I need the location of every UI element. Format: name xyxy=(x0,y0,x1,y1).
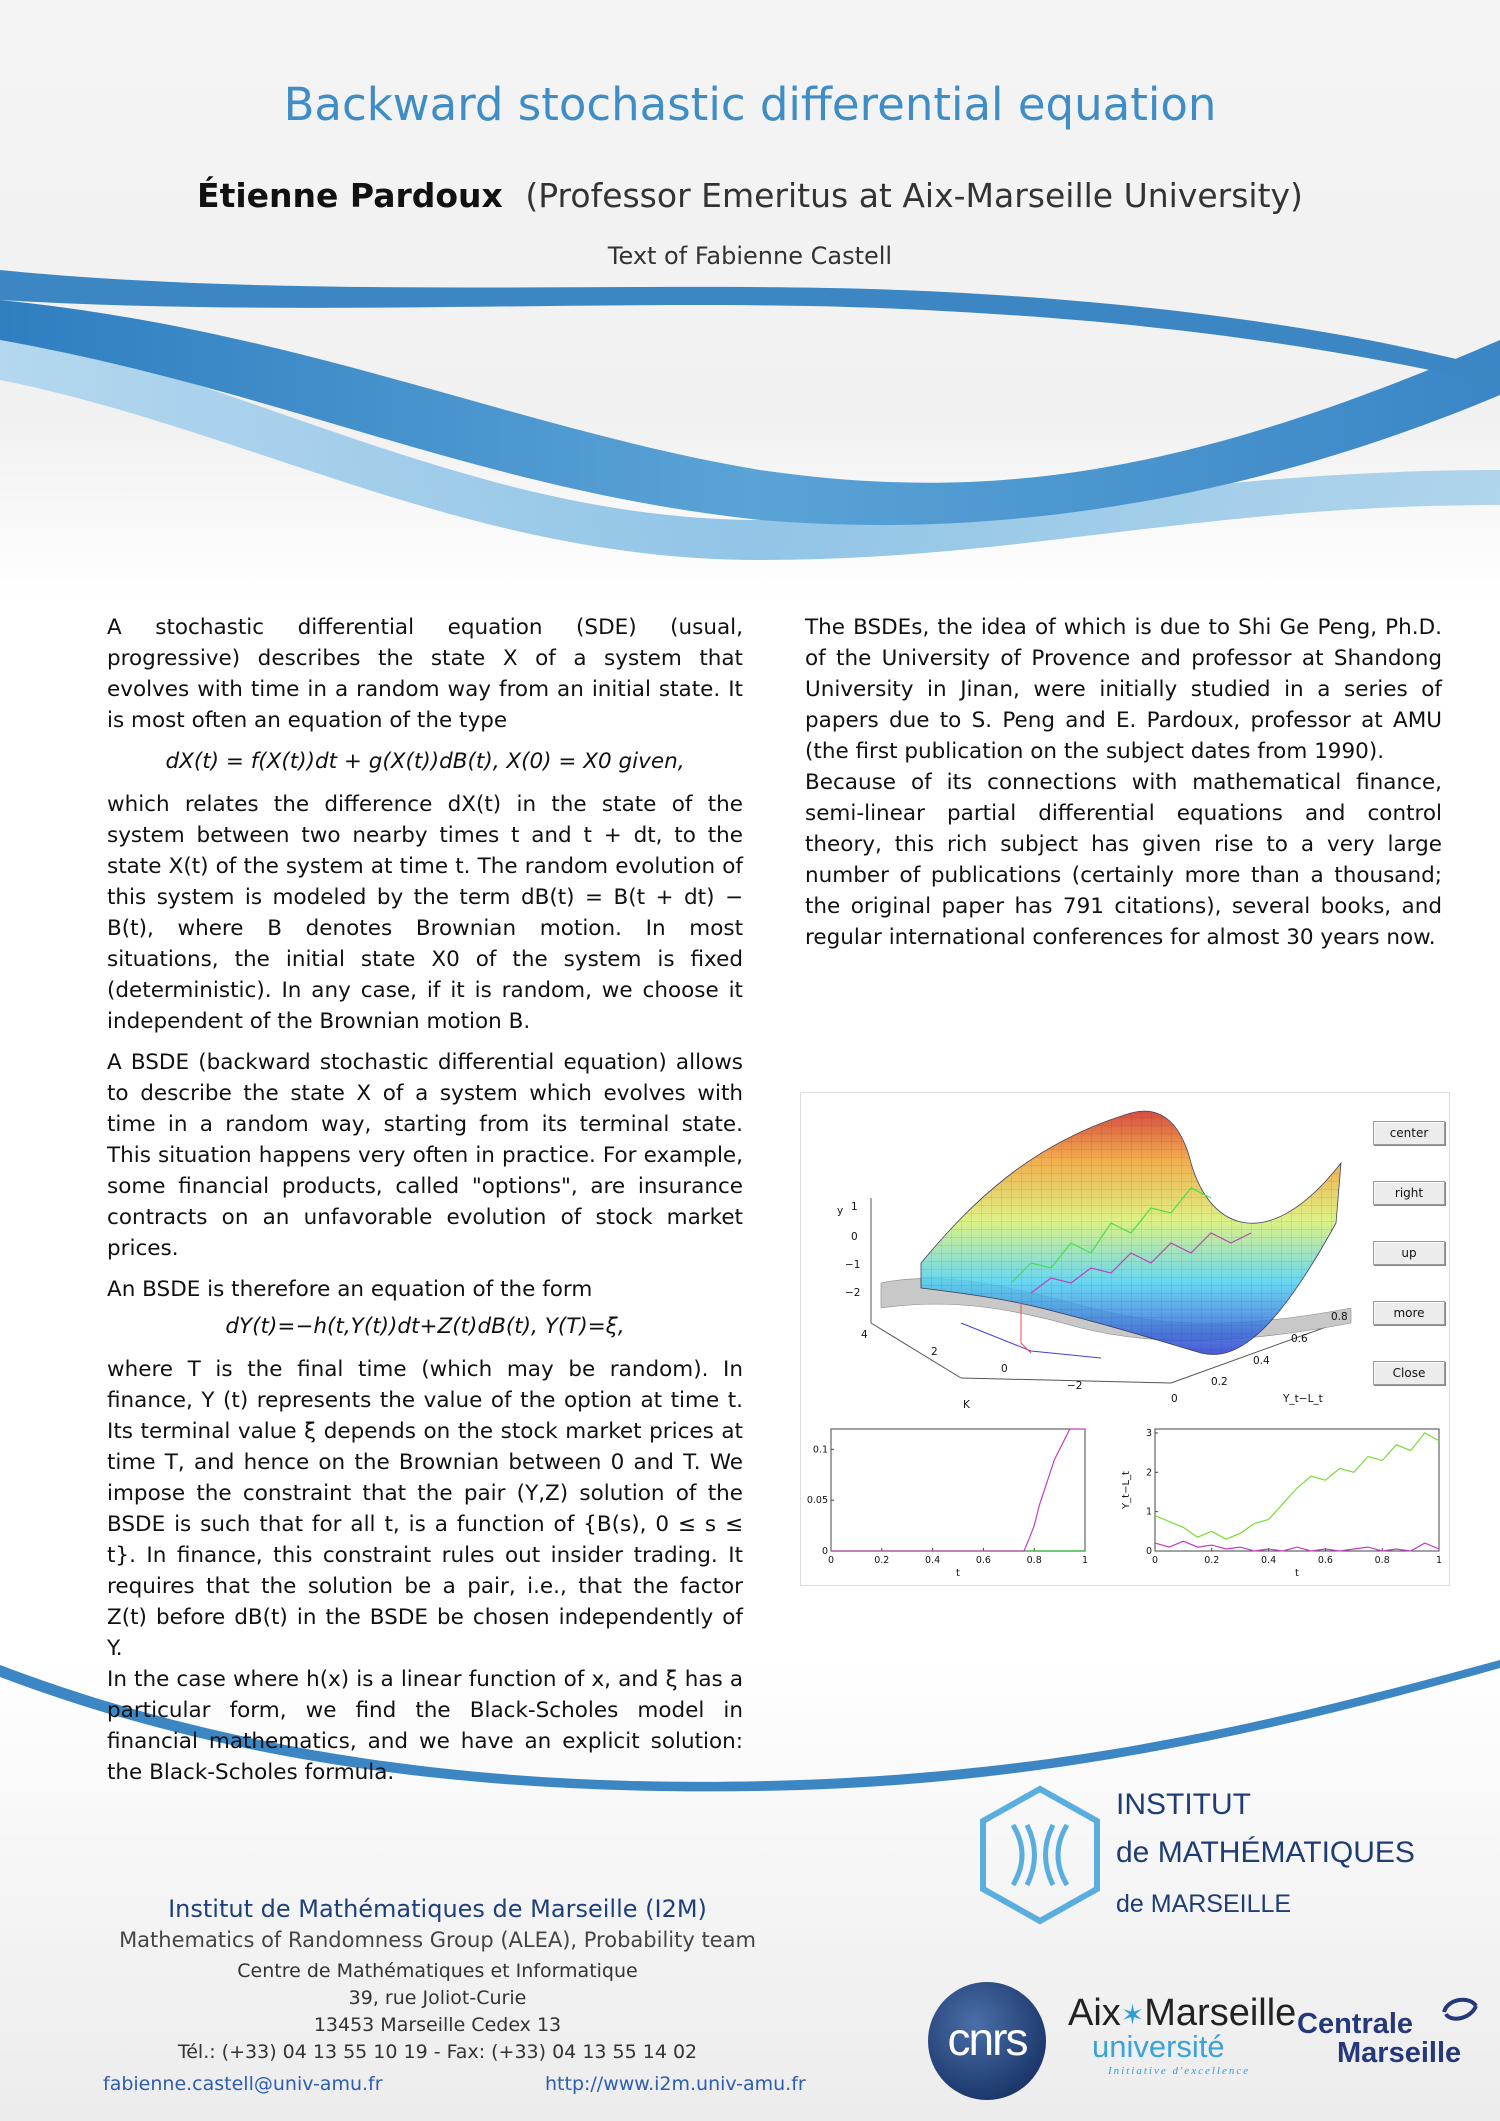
x-tick-label: 1 xyxy=(1081,1555,1089,1566)
y-tick-label: 0 xyxy=(851,1231,858,1243)
paragraph: Because of its connections with mathematical finance, semi-linear partial differential equations and control theory, this rich subject has given rise to a very large number of publications (certainly more than a thousand; the original paper has 791 citations), several books, and regular international conferences for almost 30 years now. xyxy=(805,770,1442,950)
paragraph: A BSDE (backward stochastic differential equation) allows to describe the state X of a system which evolves with time in a random way, starting from its terminal state. This situation happens very often in practice. For example, some financial products, called "options", are insurance contracts on an unfavorable evolution of stock market prices. xyxy=(107,1050,743,1261)
x-tick-label: 0.4 xyxy=(1261,1555,1277,1566)
y-tick-label: 0 xyxy=(1145,1546,1152,1557)
paragraph: The BSDEs, the idea of which is due to Shi Ge Peng, Ph.D. of the University of Provence and professor at Shandong University in Jinan, were initially studied in a series of papers due to S. Peng and E. Pardoux, professor at AMU (the first publication on the subject dates from 1990). xyxy=(805,615,1442,764)
footer-phone: Tél.: (+33) 04 13 55 10 19 - Fax: (+33) 04 13 55 14 02 xyxy=(177,2041,698,2063)
right-button[interactable]: right xyxy=(1373,1181,1445,1205)
up-button[interactable]: up xyxy=(1373,1241,1445,1265)
amu-title-right: Marseille xyxy=(1144,1992,1297,2034)
close-button[interactable]: Close xyxy=(1373,1361,1445,1385)
x-tick-label: 0.6 xyxy=(975,1555,991,1566)
amu-tagline: Initiative d'excellence xyxy=(1108,2065,1251,2077)
paragraph: which relates the difference dX(t) in the state of the system between two nearby times t and t + dt, to the state X(t) of the system at time t. The random evolution of this system is modeled by the term dB(t) = B(t + dt) − B(t), where B denotes Brownian motion. In most situations, the initial state X0 of the system is fixed (deterministic). In any case, if it is random, we choose it independent of the Brownian motion B. xyxy=(107,792,743,1034)
y-tick-label: −1 xyxy=(845,1259,861,1271)
x-tick-label: 0 xyxy=(1151,1555,1159,1566)
reflected-difference-chart xyxy=(1113,1421,1443,1581)
right-column xyxy=(805,612,1442,953)
equation-bsde: dY(t)=−h(t,Y(t))dt+Z(t)dB(t), Y(T)=ξ, xyxy=(225,1314,625,1339)
option-value-chart xyxy=(803,1421,1093,1581)
x-tick-label: 0 xyxy=(827,1555,835,1566)
amu-subtitle: université xyxy=(1092,2029,1225,2064)
right-axis-tick: 0.4 xyxy=(1253,1355,1270,1367)
x-tick-label: 0.8 xyxy=(1374,1555,1390,1566)
paragraph: An BSDE is therefore an equation of the form xyxy=(107,1277,593,1302)
k-axis-label: K xyxy=(963,1399,970,1411)
centrale-line1: Centrale xyxy=(1297,2008,1414,2040)
x-tick-label: 0.8 xyxy=(1026,1555,1042,1566)
equation-sde: dX(t) = f(X(t))dt + g(X(t))dB(t), X(0) = X0 given, xyxy=(165,749,685,774)
footer-street: 39, rue Joliot-Curie xyxy=(348,1987,527,2009)
centrale-line2: Marseille xyxy=(1337,2037,1462,2069)
email-link[interactable]: fabienne.castell@univ-amu.fr xyxy=(103,2073,383,2095)
plot-frame xyxy=(1155,1429,1439,1551)
k-tick-label: −2 xyxy=(1067,1380,1083,1392)
right-axis-tick: 0.6 xyxy=(1291,1333,1308,1345)
centrale-marseille-logo xyxy=(1297,2008,1461,2070)
paragraph: where T is the final time (which may be random). In finance, Y (t) represents the value of the option at time t. Its terminal value ξ depends on the stock market prices at time T, and hence on the Brownian between 0 and T. We impose the constraint that the pair (Y,Z) solution of the BSDE is such that for all t, is a function of {B(s), 0 ≤ s ≤ t}. In finance, this constraint rules out insider trading. It requires that the solution be a pair, i.e., that the factor Z(t) before dB(t) in the BSDE be chosen independently of Y. xyxy=(107,1357,743,1661)
x-tick-label: 0.2 xyxy=(1204,1555,1220,1566)
y-axis-label: y xyxy=(837,1205,844,1217)
more-button[interactable]: more xyxy=(1373,1301,1445,1325)
k-tick-label: 2 xyxy=(931,1346,938,1358)
i2m-logo-line1: INSTITUT xyxy=(1116,1788,1251,1821)
amu-title-left: Aix xyxy=(1068,1992,1121,2034)
right-axis-label: Y_t−L_t xyxy=(1283,1393,1323,1405)
footer-group: Mathematics of Randomness Group (ALEA), Probability team xyxy=(119,1928,756,1952)
i2m-logo-line2: de MATHÉMATIQUES xyxy=(1116,1836,1415,1869)
footer-city: 13453 Marseille Cedex 13 xyxy=(313,2014,562,2036)
x-tick-label: 0.2 xyxy=(874,1555,890,1566)
i2m-hexagon-logo xyxy=(975,1785,1105,1925)
x-tick-label: 0.4 xyxy=(925,1555,941,1566)
author-name: Étienne Pardoux xyxy=(197,176,503,215)
y-tick-label: 2 xyxy=(1145,1467,1152,1479)
plot-frame xyxy=(831,1429,1085,1551)
left-column xyxy=(107,612,743,1788)
paragraph: A stochastic differential equation (SDE) (usual, progressive) describes the state X of a system that evolves with time in a random way from an initial state. It is most often an equation of the type xyxy=(107,615,743,733)
y-tick-label: 3 xyxy=(1145,1427,1152,1439)
y-tick-label: 0 xyxy=(821,1546,828,1557)
page-title: Backward stochastic differential equation xyxy=(283,78,1217,131)
bsde-simulation-figure xyxy=(800,1092,1450,1586)
author-affiliation: (Professor Emeritus at Aix-Marseille University) xyxy=(525,176,1303,215)
center-button[interactable]: center xyxy=(1373,1121,1445,1145)
star-icon: ✶ xyxy=(1120,1999,1145,2031)
y-tick-label: 0.05 xyxy=(806,1495,828,1507)
y-tick-label: 1 xyxy=(851,1201,858,1213)
footer-institute: Institut de Mathématiques de Marseille (I2M) xyxy=(168,1895,707,1923)
right-axis-tick: 0.2 xyxy=(1211,1376,1228,1388)
surface-plot xyxy=(801,1093,1449,1423)
x-tick-label: 1 xyxy=(1435,1555,1443,1566)
y-tick-label: 0.1 xyxy=(812,1444,828,1456)
right-axis-tick: 0 xyxy=(1171,1393,1178,1405)
x-axis-label: t xyxy=(956,1568,960,1579)
cnrs-logo: cnrs xyxy=(928,1982,1046,2100)
k-tick-label: 0 xyxy=(1001,1363,1008,1375)
author-line xyxy=(0,176,1500,215)
y-axis-label: Y_t−L_t xyxy=(1121,1471,1132,1509)
k-tick-label: 4 xyxy=(861,1329,868,1341)
y-tick-label: 1 xyxy=(1145,1506,1152,1518)
paragraph: In the case where h(x) is a linear function of x, and ξ has a particular form, we find the Black-Scholes model in financial mathematics, and we have an explicit solution: the Black-Scholes formula. xyxy=(107,1667,743,1785)
right-axis-tick: 0.8 xyxy=(1331,1311,1348,1323)
series-line-1 xyxy=(1155,1541,1439,1551)
series-line-0 xyxy=(1155,1433,1439,1539)
aix-marseille-university-logo xyxy=(1068,1992,1297,2092)
x-axis-label: t xyxy=(1295,1568,1299,1579)
text-credit: Text of Fabienne Castell xyxy=(607,242,893,270)
footer-centre: Centre de Mathématiques et Informatique xyxy=(237,1960,638,1982)
series-line-1 xyxy=(831,1429,1085,1551)
x-tick-label: 0.6 xyxy=(1317,1555,1333,1566)
y-tick-label: −2 xyxy=(845,1287,861,1299)
i2m-logo-line3: de MARSEILLE xyxy=(1116,1890,1292,1918)
website-link[interactable]: http://www.i2m.univ-amu.fr xyxy=(545,2073,806,2095)
